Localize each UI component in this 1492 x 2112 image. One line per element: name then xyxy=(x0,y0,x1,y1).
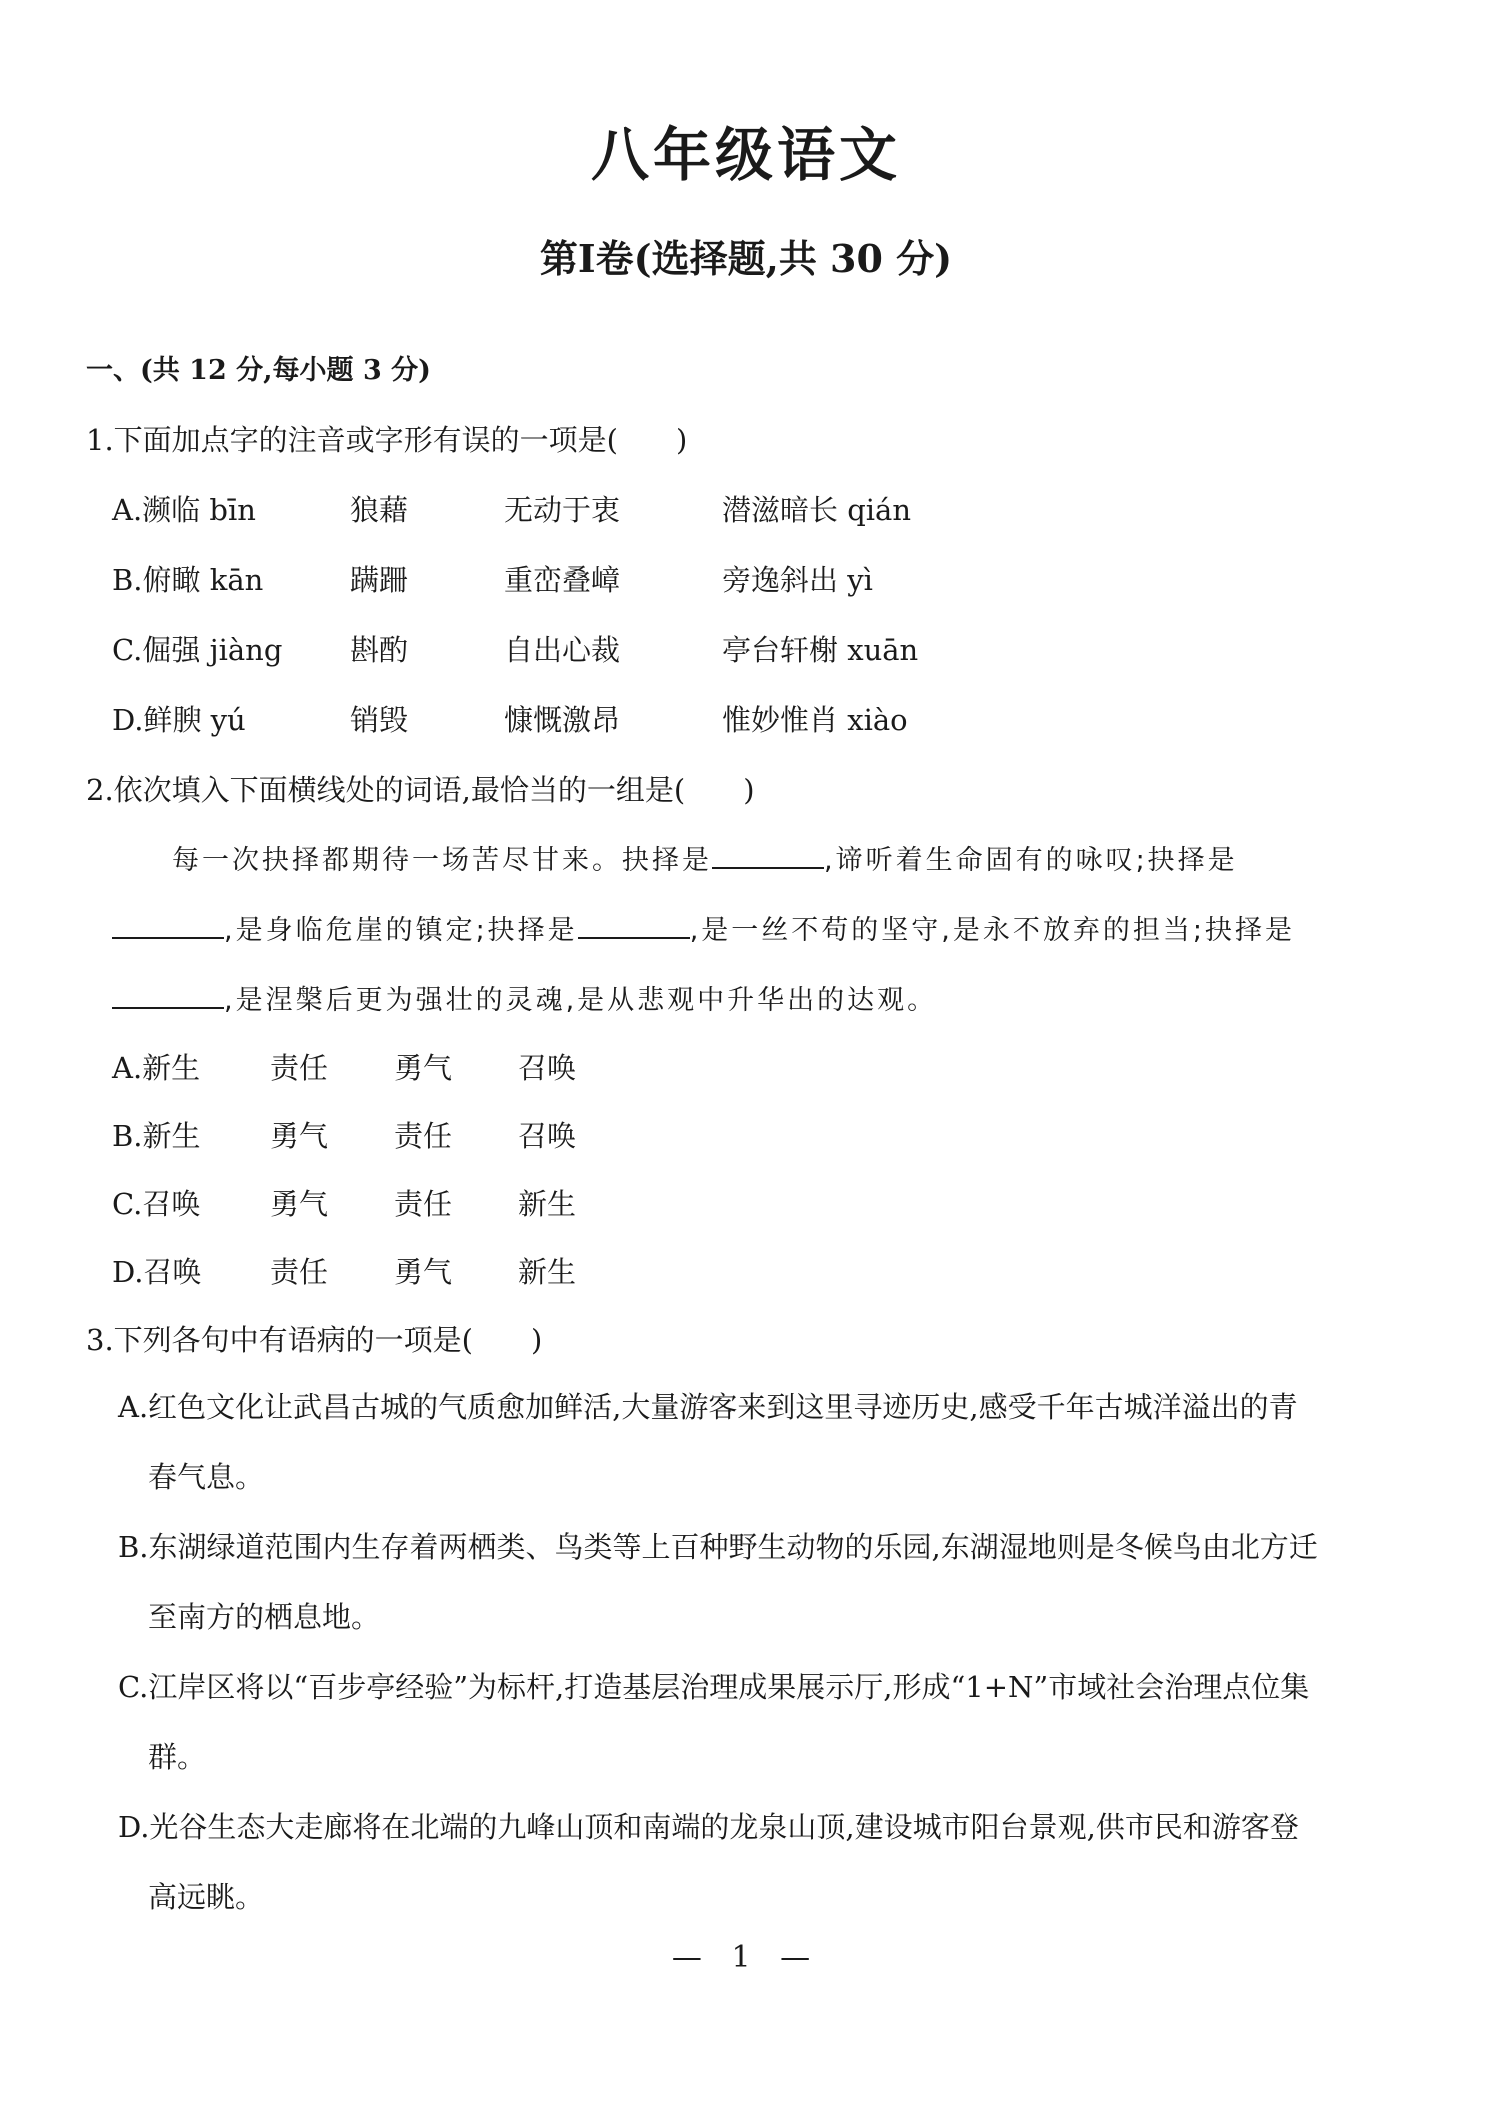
question-3-option-c xyxy=(118,1652,1378,1792)
option-text: B.东湖绿道范围内生存着两栖类、鸟类等上百种野生动物的乐园,东湖湿地则是冬候鸟由北方迁 xyxy=(118,1530,1318,1564)
option-cell: 重峦叠嶂 xyxy=(504,563,621,597)
question-2-stem: 2.依次填入下面横线处的词语,最恰当的一组是( ) xyxy=(86,773,755,807)
option-cell: C.倔强 jiàng xyxy=(112,633,283,667)
option-cell: D.召唤 xyxy=(112,1255,202,1289)
page-title: 八年级语文 xyxy=(590,121,901,189)
option-cell: 惟妙惟肖 xiào xyxy=(722,703,908,737)
option-text: 至南方的栖息地。 xyxy=(148,1600,381,1634)
option-text: C.江岸区将以“百步亭经验”为标杆,打造基层治理成果展示厅,形成“1+N”市域社会治理点位集 xyxy=(118,1670,1310,1704)
passage-line-3 xyxy=(112,978,937,1017)
option-cell: 慷慨激昂 xyxy=(504,703,621,737)
option-text: 高远眺。 xyxy=(148,1880,265,1914)
option-cell: 勇气 xyxy=(270,1119,329,1153)
section-heading: 一、(共 12 分,每小题 3 分) xyxy=(86,355,431,386)
option-cell: 召唤 xyxy=(518,1119,577,1153)
option-cell: 蹒跚 xyxy=(350,563,409,597)
option-cell: 召唤 xyxy=(518,1051,577,1085)
option-cell: 责任 xyxy=(270,1051,329,1085)
passage-text: ,是涅槃后更为强壮的灵魂,是从悲观中升华出的达观。 xyxy=(224,985,938,1016)
option-cell: 狼藉 xyxy=(350,493,409,527)
fill-blank xyxy=(712,845,824,869)
fill-blank xyxy=(578,915,690,939)
option-text: A.红色文化让武昌古城的气质愈加鲜活,大量游客来到这里寻迹历史,感受千年古城洋溢出的青 xyxy=(118,1390,1298,1424)
question-3-option-d xyxy=(118,1792,1378,1932)
passage-line-2 xyxy=(112,908,1295,947)
fill-blank xyxy=(112,915,224,939)
option-cell: 责任 xyxy=(270,1255,329,1289)
passage-text: ,谛听着生命固有的咏叹;抉择是 xyxy=(824,845,1238,876)
passage-line-1 xyxy=(172,838,1238,877)
option-cell: 责任 xyxy=(394,1187,453,1221)
fill-blank xyxy=(112,985,224,1009)
page-number: — 1 — xyxy=(671,1940,821,1975)
option-text: 春气息。 xyxy=(148,1460,265,1494)
option-cell: 勇气 xyxy=(394,1255,453,1289)
option-cell: 新生 xyxy=(518,1255,577,1289)
option-cell: C.召唤 xyxy=(112,1187,201,1221)
option-cell: A.新生 xyxy=(112,1051,201,1085)
option-text: D.光谷生态大走廊将在北端的九峰山顶和南端的龙泉山顶,建设城市阳台景观,供市民和游客登 xyxy=(118,1810,1299,1844)
option-cell: A.濒临 bīn xyxy=(112,493,256,527)
option-cell: 潜滋暗长 qián xyxy=(722,493,912,527)
option-cell: 新生 xyxy=(518,1187,577,1221)
option-cell: 勇气 xyxy=(394,1051,453,1085)
option-cell: 旁逸斜出 yì xyxy=(722,563,873,597)
passage-text: 每一次抉择都期待一场苦尽甘来。抉择是 xyxy=(172,845,712,876)
question-3-option-a xyxy=(118,1372,1378,1512)
page-subtitle: 第Ⅰ卷(选择题,共 30 分) xyxy=(539,236,953,281)
option-cell: 责任 xyxy=(394,1119,453,1153)
option-cell: 销毁 xyxy=(350,703,409,737)
option-cell: D.鲜腴 yú xyxy=(112,703,246,737)
question-3-stem: 3.下列各句中有语病的一项是( ) xyxy=(86,1323,543,1357)
option-cell: 自出心裁 xyxy=(504,633,621,667)
question-3-option-b xyxy=(118,1512,1378,1652)
option-cell: 无动于衷 xyxy=(504,493,621,527)
option-cell: 斟酌 xyxy=(350,633,409,667)
option-cell: B.新生 xyxy=(112,1119,201,1153)
option-text: 群。 xyxy=(148,1740,207,1774)
option-cell: B.俯瞰 kān xyxy=(112,563,264,597)
option-cell: 亭台轩榭 xuān xyxy=(722,633,919,667)
question-1-stem: 1.下面加点字的注音或字形有误的一项是( ) xyxy=(86,423,688,457)
option-cell: 勇气 xyxy=(270,1187,329,1221)
passage-text: ,是身临危崖的镇定;抉择是 xyxy=(224,915,578,946)
passage-text: ,是一丝不苟的坚守,是永不放弃的担当;抉择是 xyxy=(689,915,1295,946)
